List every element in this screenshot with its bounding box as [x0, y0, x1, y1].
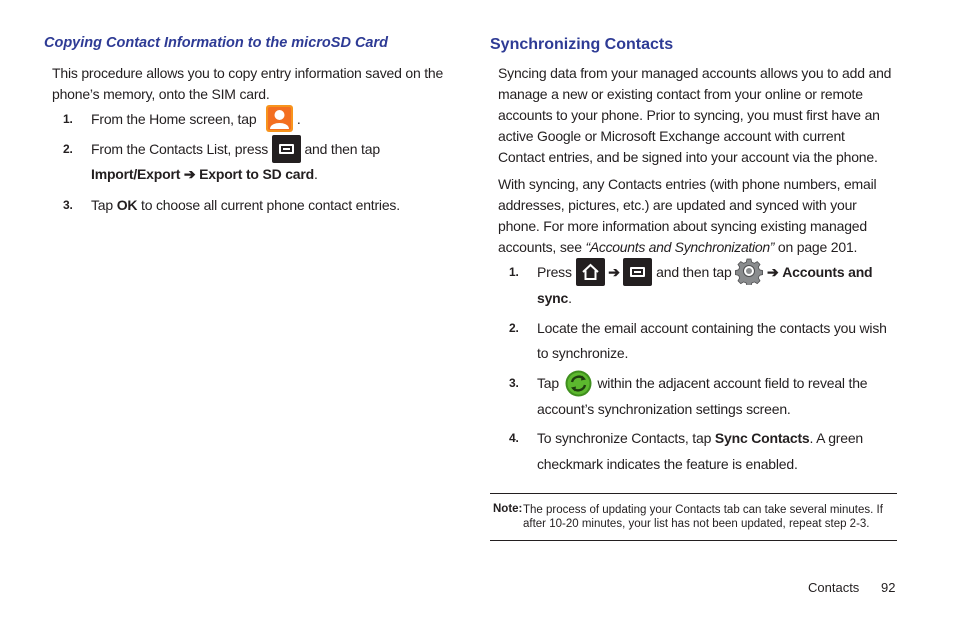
paragraph-line: Syncing data from your managed accounts allows you to add and: [498, 65, 892, 81]
intro-line: phone’s memory, onto the SIM card.: [52, 86, 270, 102]
arrow-icon: ➔: [608, 264, 620, 280]
step-text: and then tap: [304, 141, 380, 157]
step-text: within the adjacent account field to reveal the: [597, 375, 868, 391]
step-number: 3.: [509, 376, 519, 390]
section-heading-sync: Synchronizing Contacts: [490, 36, 674, 53]
paragraph-line: manage a new or existing contact from your online or remote: [498, 86, 863, 102]
paragraph-line: active Google or Microsoft Exchange account with current: [498, 128, 845, 144]
paragraph-line: accounts to your phone. Prior to syncing, you must first have an: [498, 107, 880, 123]
sync-step-4: [509, 425, 899, 481]
paragraph-line: phone. For more information about syncing existing managed: [498, 218, 867, 234]
sync-step-3: [509, 370, 899, 426]
step-text: From the Contacts List, press: [91, 141, 269, 157]
paragraph-line: [498, 237, 903, 258]
import-export-label: Import/Export: [91, 166, 181, 182]
step-number: 3.: [63, 198, 73, 212]
step-text: to choose all current phone contact entries.: [141, 197, 400, 213]
step-text: .: [296, 111, 301, 127]
step-text: .: [313, 166, 318, 182]
settings-gear-icon[interactable]: [735, 257, 763, 285]
note-text: [523, 503, 895, 531]
accounts-and-sync-label: sync: [537, 290, 569, 306]
menu-key-icon[interactable]: [272, 135, 301, 163]
page-number: 92: [881, 580, 896, 595]
section-heading-copy: Copying Contact Information to the microSD Card: [44, 35, 388, 51]
step-1: [63, 106, 453, 134]
ok-label: OK: [116, 197, 138, 213]
sync-icon[interactable]: [565, 370, 592, 397]
arrow-icon: ➔: [183, 166, 196, 182]
sync-step-1: [509, 259, 899, 315]
note-label: Note:: [493, 503, 523, 515]
paragraph-line: addresses, pictures, etc.) are updated and synced with your: [498, 197, 857, 213]
step-number: 2.: [509, 321, 519, 335]
cross-reference-link[interactable]: “Accounts and Synchronization”: [585, 239, 775, 255]
paragraph-line: Contact entries, and be signed into your account via the phone.: [498, 149, 878, 165]
export-to-sd-label: Export to SD card: [199, 166, 314, 182]
paragraph-text: accounts, see: [498, 239, 582, 255]
footer-section: Contacts: [808, 580, 860, 595]
home-key-icon[interactable]: [576, 258, 605, 286]
note-box: [490, 493, 897, 541]
step-text: Press: [537, 264, 572, 280]
sync-step-2: [509, 315, 899, 371]
accounts-and-sync-label: Accounts and: [782, 264, 873, 280]
arrow-icon: ➔: [767, 264, 779, 280]
step-2: [63, 136, 453, 192]
step-number: 2.: [63, 142, 73, 156]
step-text: .: [568, 290, 572, 306]
step-text: . A green: [809, 430, 863, 446]
step-number: 1.: [63, 112, 73, 126]
step-text: Tap: [537, 375, 559, 391]
note-line: The process of updating your Contacts tab can take several minutes. If: [523, 504, 883, 516]
intro-paragraph: [52, 63, 462, 105]
paragraph-line: With syncing, any Contacts entries (with phone numbers, email: [498, 176, 877, 192]
step-text: and then tap: [656, 264, 732, 280]
step-text: Locate the email account containing the contacts you wish: [537, 320, 887, 336]
step-number: 4.: [509, 431, 519, 445]
step-3: [63, 192, 453, 220]
sync-paragraph-2: [498, 174, 903, 258]
step-number: 1.: [509, 265, 519, 279]
step-text: to synchronize.: [537, 345, 629, 361]
step-text: From the Home screen, tap: [91, 111, 257, 127]
step-text: checkmark indicates the feature is enabled.: [537, 456, 798, 472]
note-line: after 10-20 minutes, your list has not been updated, repeat step 2-3.: [523, 518, 870, 530]
sync-contacts-label: Sync Contacts: [714, 430, 810, 446]
step-text: account’s synchronization settings screen.: [537, 401, 791, 417]
paragraph-text: on page 201.: [777, 239, 858, 255]
contacts-icon[interactable]: [266, 105, 293, 132]
sync-paragraph-1: [498, 63, 903, 168]
step-text: Tap: [91, 197, 113, 213]
menu-key-icon[interactable]: [623, 258, 652, 286]
intro-line: This procedure allows you to copy entry information saved on the: [52, 65, 444, 81]
step-text: To synchronize Contacts, tap: [537, 430, 712, 446]
